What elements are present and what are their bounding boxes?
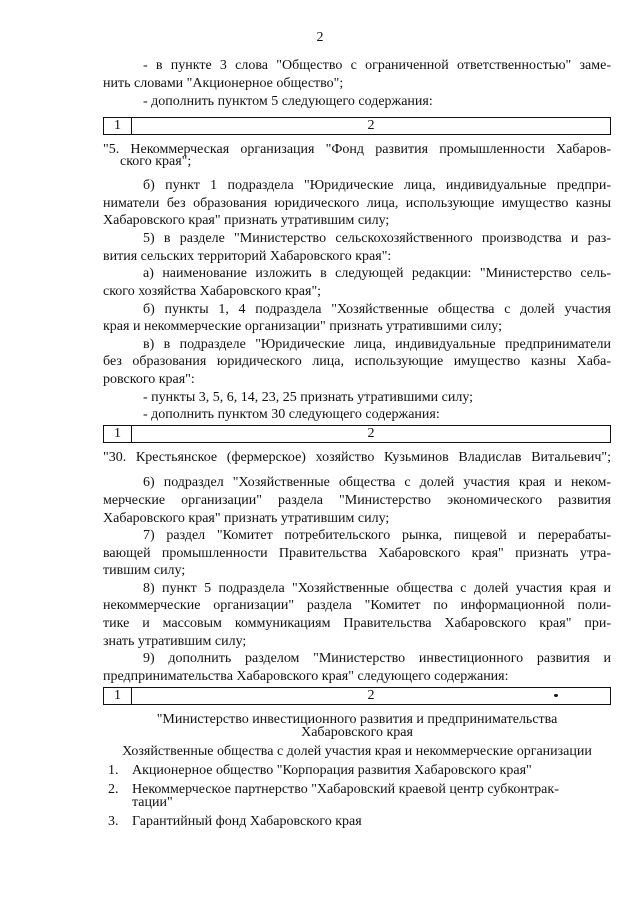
table-header — [103, 687, 611, 705]
page-number: 2 — [316, 30, 324, 45]
table-header-col1: 1 — [104, 426, 132, 442]
text-line: 7) раздел "Комитет потребительского рынка, пищевой и перерабаты- — [143, 528, 611, 543]
text-line: ровского края": — [103, 372, 195, 387]
text-line: вающей промышленности Правительства Хабаровского края" признать утра- — [103, 546, 611, 561]
text-line: без образования юридического лица, использующие имущество казны Хаба- — [103, 354, 611, 369]
text-line: ниматели без образования юридического лица, использующие имущество казны — [103, 196, 611, 211]
list-item-text: Гарантийный фонд Хабаровского края — [132, 814, 362, 829]
text-line: некоммерческие организации" раздела "Комитет по информационной поли- — [103, 598, 611, 613]
text-line: 9) дополнить разделом "Министерство инвестиционного развития и — [143, 651, 611, 666]
table-header-col2: 2 — [367, 118, 375, 133]
list-item-text: Некоммерческое партнерство "Хабаровский краевой центр субконтрак- — [132, 782, 559, 797]
text-line: в) в подразделе "Юридические лица, индивидуальные предприниматели — [143, 337, 611, 352]
text-line: 8) пункт 5 подраздела "Хозяйственные общества с долей участия края и — [143, 581, 611, 596]
subsection-title: Хозяйственные общества с долей участия края и некоммерческие организации — [122, 744, 592, 759]
text-line: тике и массовым коммуникациям Правительства Хабаровского края" при- — [103, 616, 611, 631]
list-item-number: 3. — [108, 814, 119, 829]
table-header-col2: 2 — [367, 688, 375, 703]
list-item-number: 1. — [108, 763, 119, 778]
text-line: вития сельских территорий Хабаровского края": — [103, 249, 392, 264]
text-line: края и некоммерческие организации" признать утратившими силу; — [103, 319, 503, 334]
text-line: Хабаровского края" признать утратившим силу; — [103, 213, 390, 228]
text-line: б) пункты 1, 4 подраздела "Хозяйственные общества с долей участия — [143, 302, 611, 317]
text-line: "30. Крестьянское (фермерское) хозяйство Кузьминов Владислав Витальевич"; — [103, 450, 611, 465]
table-header — [103, 425, 611, 443]
text-line: ского хозяйства Хабаровского края"; — [103, 284, 322, 299]
text-line: предпринимательства Хабаровского края" следующего содержания: — [103, 669, 509, 684]
table-header — [103, 117, 611, 135]
text-line: 5) в разделе "Министерство сельскохозяйственного производства и раз- — [143, 231, 611, 246]
text-line: "5. Некоммерческая организация "Фонд развития промышленности Хабаров- — [103, 142, 611, 157]
text-line: - дополнить пунктом 30 следующего содержания: — [143, 407, 440, 422]
text-line: знать утратившим силу; — [103, 634, 247, 649]
text-line: ского края"; — [120, 154, 192, 169]
text-line: - дополнить пунктом 5 следующего содержания: — [143, 94, 433, 109]
table-header-col2: 2 — [367, 426, 375, 441]
ink-dot — [554, 694, 558, 697]
text-line: - в пункте 3 слова "Общество с ограниченной ответственностью" заме- — [143, 58, 611, 73]
text-line: а) наименование изложить в следующей редакции: "Министерство сель- — [143, 266, 611, 281]
list-item-text: тации" — [132, 795, 173, 810]
section-title: "Министерство инвестиционного развития и предпринимательства — [156, 712, 558, 727]
text-line: тившим силу; — [103, 563, 186, 578]
section-title: Хабаровского края — [301, 725, 413, 740]
table-header-col1: 1 — [104, 118, 132, 134]
text-line: 6) подраздел "Хозяйственные общества с долей участия края и неком- — [143, 475, 611, 490]
table-header-col1: 1 — [104, 688, 132, 704]
text-line: - пункты 3, 5, 6, 14, 23, 25 признать утратившими силу; — [143, 390, 474, 405]
text-line: б) пункт 1 подраздела "Юридические лица, индивидуальные предпри- — [143, 178, 611, 193]
text-line: нить словами "Акционерное общество"; — [103, 76, 344, 91]
text-line: Хабаровского края" признать утратившим силу; — [103, 511, 390, 526]
list-item-text: Акционерное общество "Корпорация развития Хабаровского края" — [132, 763, 532, 778]
text-line: мерческие организации" раздела "Министерство экономического развития — [103, 493, 611, 508]
list-item-number: 2. — [108, 782, 119, 797]
